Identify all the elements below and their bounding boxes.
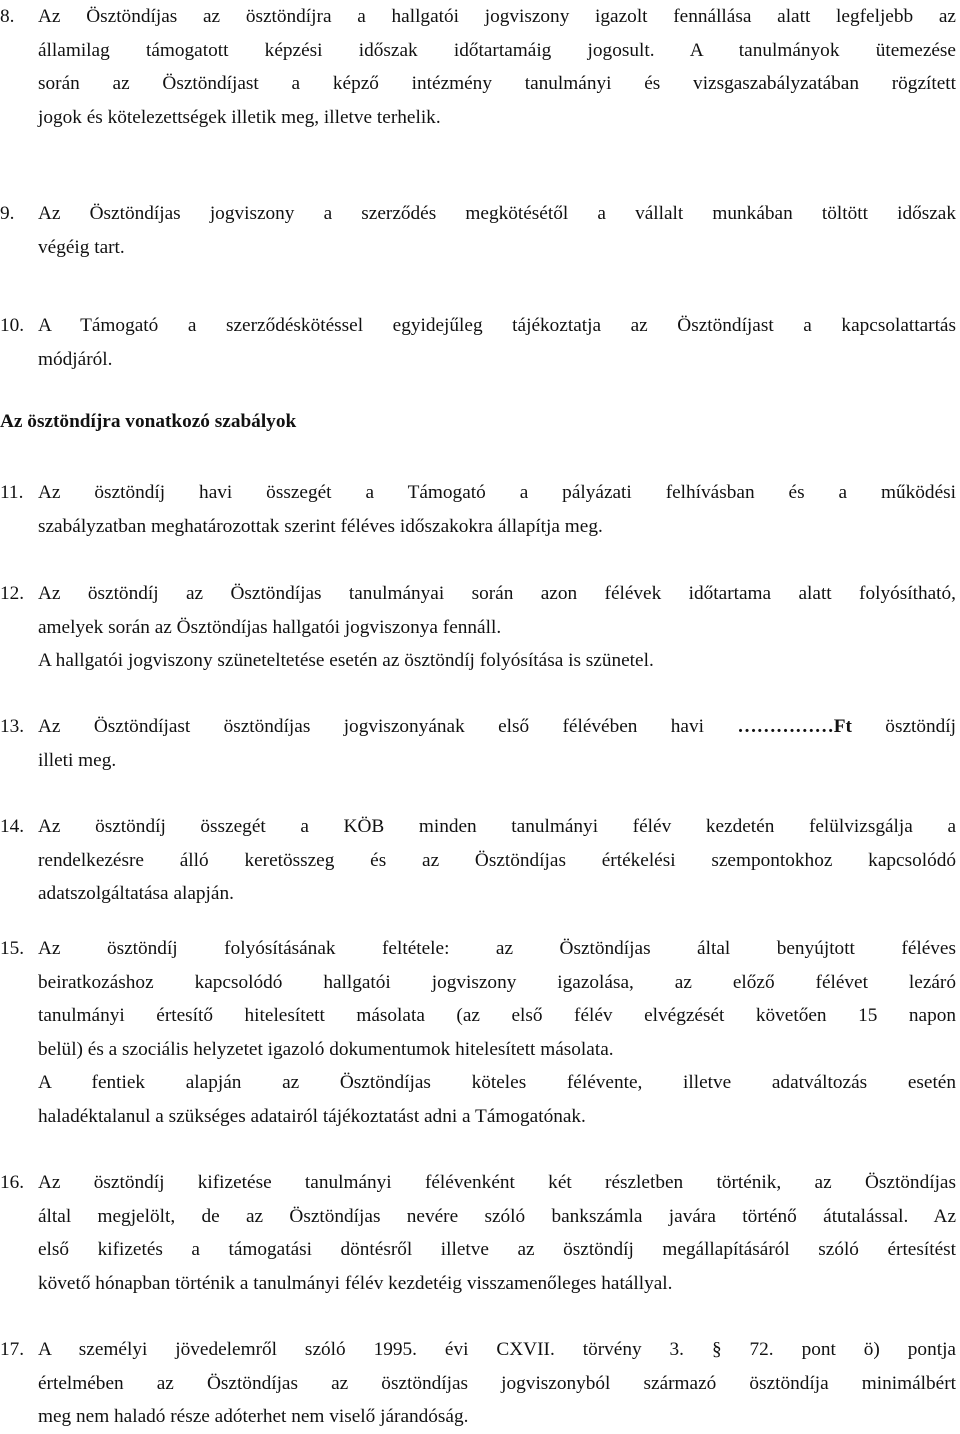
paragraph-number: 9. (0, 203, 15, 224)
paragraph-line: módjáról. (38, 348, 113, 370)
paragraph-line: értelmében az Ösztöndíjas az ösztöndíjas jogviszonyból származó ösztöndíja minimálbért (38, 1372, 956, 1394)
paragraph-line: A fentiek alapján az Ösztöndíjas köteles félévente, illetve adatváltozás esetén (38, 1072, 956, 1093)
paragraph-line: államilag támogatott képzési időszak időtartamáig jogosult. A tanulmányok ütemezése (38, 39, 956, 61)
paragraph-line: során az Ösztöndíjast a képző intézmény tanulmányi és vizsgaszabályzatában rögzített (38, 73, 956, 94)
paragraph-number: 11. (0, 482, 24, 503)
paragraph-number: 8. (0, 6, 15, 27)
paragraph-17 (0, 1333, 956, 1434)
paragraph-13 (0, 710, 956, 777)
paragraph-line: Az ösztöndíj havi összegét a Támogató a pályázati felhívásban és a működési (38, 482, 956, 503)
paragraph-line: adatszolgáltatása alapján. (38, 883, 234, 904)
paragraph-line: A személyi jövedelemről szóló 1995. évi CXVII. törvény 3. § 72. pont ö) pontja (38, 1339, 956, 1360)
paragraph-line (38, 710, 956, 744)
paragraph-number: 16. (0, 1172, 25, 1193)
section-heading: Az ösztöndíjra vonatkozó szabályok (0, 411, 297, 432)
paragraph-line: Az ösztöndíj kifizetése tanulmányi félévenként két részletben történik, az Ösztöndíjas (38, 1172, 956, 1193)
paragraph-line: beiratkozáshoz kapcsolódó hallgatói jogviszony igazolása, az előző félévet lezáró (38, 971, 956, 993)
paragraph-8 (0, 0, 956, 134)
paragraph-line: Az Ösztöndíjas jogviszony a szerződés megkötésétől a vállalt munkában töltött időszak (38, 203, 956, 224)
paragraph-11 (0, 476, 956, 543)
paragraph-line: tanulmányi értesítő hitelesített másolata (az első félév elvégzését követően 15 napon (38, 1005, 956, 1026)
paragraph-line: Az ösztöndíj összegét a KÖB minden tanulmányi félév kezdetén felülvizsgálja a (38, 816, 956, 837)
paragraph-line: első kifizetés a támogatási döntésről illetve az ösztöndíj megállapításáról szóló értesítést (38, 1239, 956, 1260)
paragraph-line: szabályzatban meghatározottak szerint féléves időszakokra állapítja meg. (38, 515, 603, 537)
paragraph-line: jogok és kötelezettségek illetik meg, illetve terhelik. (38, 106, 441, 128)
paragraph-number: 15. (0, 938, 25, 959)
paragraph-line: meg nem haladó része adóterhet nem viselő járandóság. (38, 1406, 469, 1427)
paragraph-line: illeti meg. (38, 749, 117, 771)
paragraph-line: haladéktalanul a szükséges adatairól tájékoztatást adni a Támogatónak. (38, 1105, 586, 1127)
paragraph-line: Az ösztöndíj folyósításának feltétele: az Ösztöndíjas által benyújtott féléves (38, 938, 956, 959)
paragraph-line: Az ösztöndíj az Ösztöndíjas tanulmányai során azon félévek időtartama alatt folyósítható, (38, 583, 956, 604)
paragraph-line: követő hónapban történik a tanulmányi félév kezdetéig visszamenőleges hatállyal. (38, 1272, 673, 1294)
paragraph-12 (0, 577, 956, 678)
paragraph-line: amelyek során az Ösztöndíjas hallgatói jogviszonya fennáll. (38, 616, 502, 638)
line-text: ösztöndíj (885, 716, 956, 737)
paragraph-line: végéig tart. (38, 236, 125, 258)
paragraph-10 (0, 309, 956, 376)
paragraph-number: 17. (0, 1339, 25, 1360)
paragraph-number: 10. (0, 315, 25, 336)
paragraph-line: belül) és a szociális helyzetet igazoló dokumentumok hitelesített másolata. (38, 1038, 614, 1060)
paragraph-16 (0, 1166, 956, 1300)
paragraph-line: A Támogató a szerződéskötéssel egyidejűleg tájékoztatja az Ösztöndíjast a kapcsolattartás (38, 315, 956, 336)
paragraph-line: rendelkezésre álló keretösszeg és az Ösztöndíjas értékelési szempontokhoz kapcsolódó (38, 849, 956, 871)
amount-placeholder: ……………Ft (737, 716, 852, 737)
paragraph-line: Az Ösztöndíjas az ösztöndíjra a hallgatói jogviszony igazolt fennállása alatt legfeljebb az (38, 6, 956, 27)
paragraph-number: 13. (0, 716, 25, 737)
paragraph-line: A hallgatói jogviszony szüneteltetése esetén az ösztöndíj folyósítása is szünetel. (38, 650, 654, 671)
paragraph-9 (0, 197, 956, 264)
paragraph-number: 12. (0, 583, 25, 604)
paragraph-15 (0, 932, 956, 1133)
paragraph-14 (0, 810, 956, 911)
paragraph-line: által megjelölt, de az Ösztöndíjas nevére szóló bankszámla javára történő átutalással. Az (38, 1205, 956, 1227)
line-text: Az Ösztöndíjast ösztöndíjas jogviszonyának első félévében havi (38, 716, 704, 737)
paragraph-number: 14. (0, 816, 25, 837)
